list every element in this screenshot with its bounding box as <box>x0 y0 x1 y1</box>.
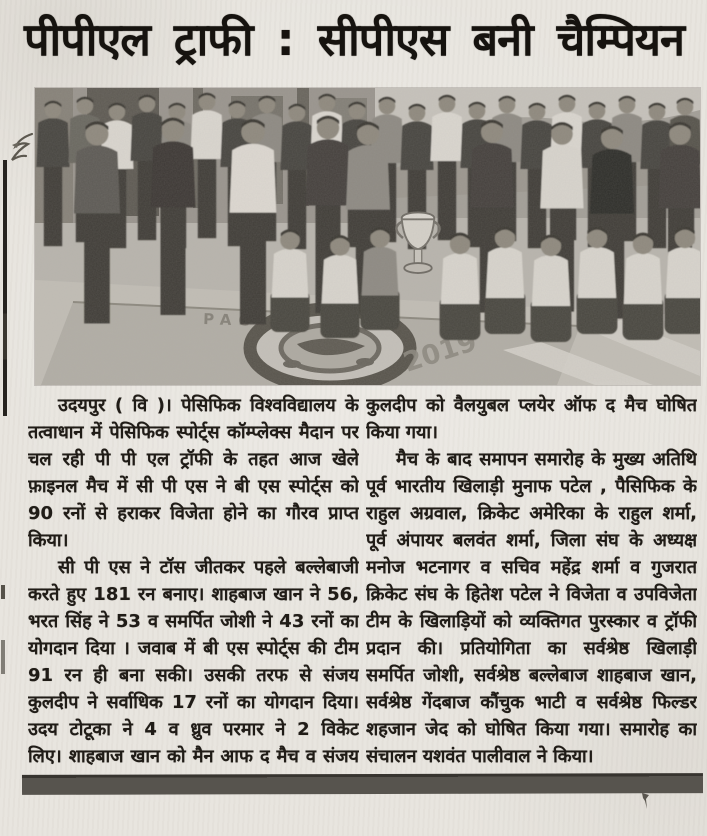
article-line: समर्पित जोशी, सर्वश्रेष्ठ बल्लेबाज शाहबाज खान, <box>366 665 697 686</box>
left-margin-line <box>3 160 7 416</box>
article-column-right <box>366 392 697 770</box>
article-line: करते हुए 181 रन बनाए। शाहबाज खान ने 56, <box>28 584 359 605</box>
article-line: 90 रनों से हराकर विजेता होने का गौरव प्राप्त <box>28 503 359 524</box>
article-line: चल रही पी पी एल ट्रॉफी के तहत आज खेले <box>28 449 359 470</box>
bar-drip-mark <box>641 793 650 809</box>
article-column-left <box>28 392 359 770</box>
article-line: 91 रन ही बना सकी। उसकी तरफ से संजय <box>28 665 359 686</box>
article-line: उदय टोटूका ने 4 व ध्रुव परमार ने 2 विकेट <box>28 719 359 740</box>
bottom-rule-bar <box>22 773 703 795</box>
article-line: भरत सिंह ने 53 व समर्पित जोशी ने 43 रनों का <box>28 611 359 632</box>
article-line: क्रिकेट संघ के हितेश पटेल ने विजेता व उपविजेता <box>366 584 697 605</box>
photo-illustration <box>35 88 700 385</box>
article-line: प्रदान की। प्रतियोगिता का सर्वश्रेष्ठ खिलाड़ी <box>366 638 697 659</box>
article-line: उदयपुर ( वि )। पेसिफिक विश्वविद्यालय के <box>58 395 359 416</box>
left-margin-tick <box>1 640 5 674</box>
article-line: संचालन यशवंत पालीवाल ने किया। <box>366 746 594 767</box>
article-line: सर्वश्रेष्ठ गेंदबाज कौंचुक भाटी व सर्वश्रेष्ठ फिल्डर <box>366 692 697 713</box>
article-headline: पीपीएल ट्राफी : सीपीएस बनी चैम्पियन <box>24 13 684 66</box>
article-line: मैच के बाद समापन समारोह के मुख्य अतिथि <box>396 449 697 470</box>
article-line: फ़ाइनल मैच में सी पी एस ने बी एस स्पोर्ट्स को <box>28 476 359 497</box>
article-line: किया। <box>28 530 69 551</box>
article-line: किया गया। <box>366 422 438 443</box>
article-line: सी पी एस ने टॉस जीतकर पहले बल्लेबाजी <box>58 557 359 578</box>
article-line: टीम के खिलाड़ियों को व्यक्तिगत पुरस्कार व ट्रॉफी <box>366 611 697 632</box>
article-line: तत्वाधान में पेसिफिक स्पोर्ट्स कॉम्प्लेक्स मैदान पर <box>28 422 359 443</box>
article-line: लिए। शाहबाज खान को मैन आफ द मैच व संजय <box>28 746 359 767</box>
article-line: शहजान जेद को घोषित किया गया। समारोह का <box>366 719 697 740</box>
article-line: योगदान दिया । जवाब में बी एस स्पोर्ट्स की टीम <box>28 638 359 659</box>
article-line: मनोज भटनागर व सचिव महेंद्र शर्मा व गुजरात <box>366 557 697 578</box>
article-line: कुलदीप को वैलयुबल प्लयेर ऑफ द मैच घोषित <box>366 395 697 416</box>
article-line: पूर्व अंपायर बलवंत शर्मा, जिला संघ के अध्यक्ष <box>366 530 697 551</box>
article-line: पूर्व भारतीय खिलाड़ी मुनाफ पटेल , पैसिफिक के <box>366 476 697 497</box>
article-line: कुलदीप ने सर्वाधिक 17 रनों का योगदान दिया। <box>28 692 359 713</box>
left-margin-tick <box>1 585 5 599</box>
article-photo <box>35 88 700 385</box>
article-line: राहुल अग्रवाल, क्रिकेट अमेरिका के राहुल शर्मा, <box>366 503 697 524</box>
photo-grain <box>35 88 700 385</box>
margin-scribble <box>6 128 40 168</box>
